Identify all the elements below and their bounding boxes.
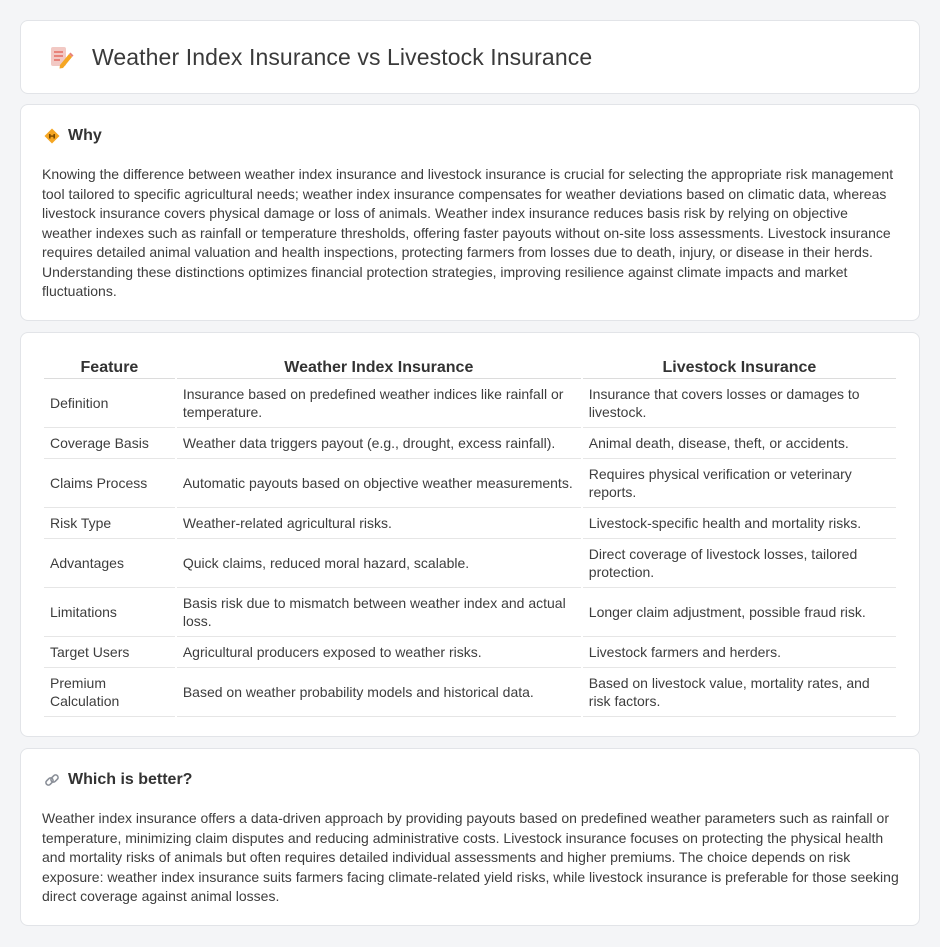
why-text: Knowing the difference between weather index insurance and livestock insurance is crucial for selecting the appropriate risk management tool tailored to specific agricultural needs; weather index insurance compensates for weather deviations based on climatic data, whereas livestock insurance covers physical damage or loss of animals. Weather index insurance reduces basis risk by relying on objective weather indexes such as rainfall or temperature thresholds, offering faster payouts without on-site loss assessments. Livestock insurance requires detailed animal valuation and health inspections, protecting farmers from losses due to death, injury, or disease in their herds. Understanding these distinctions optimizes financial protection strategies, improving resilience against climate impacts and market fluctuations. bbox=[42, 166, 894, 299]
row-weather-value: Quick claims, reduced moral hazard, scalable. bbox=[177, 539, 581, 588]
row-feature: Risk Type bbox=[44, 508, 175, 539]
header-feature: Feature bbox=[44, 353, 175, 379]
which-is-better-section bbox=[20, 748, 920, 926]
page-title: Weather Index Insurance vs Livestock Insurance bbox=[92, 43, 593, 70]
row-weather-value: Automatic payouts based on objective weather measurements. bbox=[177, 459, 581, 508]
row-feature: Premium Calculation bbox=[44, 668, 175, 717]
row-weather-value: Based on weather probability models and historical data. bbox=[177, 668, 581, 717]
row-weather-value: Agricultural producers exposed to weather risks. bbox=[177, 637, 581, 668]
row-weather-value: Weather data triggers payout (e.g., drought, excess rainfall). bbox=[177, 428, 581, 459]
which-is-better-text: Weather index insurance offers a data-driven approach by providing payouts based on predefined weather parameters such as rainfall or temperature, minimizing claim disputes and reducing administrative costs. Livestock insurance focuses on protecting the physical health and mortality risks of animals but often requires detailed individual assessments and higher premiums. The choice depends on risk exposure: weather index insurance suits farmers facing climate-related yield risks, while livestock insurance is preferable for those seeking direct coverage against animal losses. bbox=[42, 810, 899, 904]
table-row bbox=[44, 539, 896, 588]
row-livestock-value: Animal death, disease, theft, or accidents. bbox=[583, 428, 896, 459]
row-feature: Advantages bbox=[44, 539, 175, 588]
row-livestock-value: Insurance that covers losses or damages to livestock. bbox=[583, 379, 896, 428]
row-livestock-value: Based on livestock value, mortality rates, and risk factors. bbox=[583, 668, 896, 717]
diamond-sign-icon bbox=[44, 128, 60, 144]
row-livestock-value: Livestock-specific health and mortality risks. bbox=[583, 508, 896, 539]
row-feature: Coverage Basis bbox=[44, 428, 175, 459]
row-feature: Claims Process bbox=[44, 459, 175, 508]
row-livestock-value: Longer claim adjustment, possible fraud risk. bbox=[583, 588, 896, 637]
which-is-better-title: Which is better? bbox=[68, 771, 193, 788]
table-row bbox=[44, 508, 896, 539]
row-feature: Target Users bbox=[44, 637, 175, 668]
row-feature: Definition bbox=[44, 379, 175, 428]
table-row bbox=[44, 428, 896, 459]
table-header-row bbox=[44, 353, 896, 379]
table-row bbox=[44, 668, 896, 717]
header-weather-index: Weather Index Insurance bbox=[177, 353, 581, 379]
row-livestock-value: Requires physical verification or veterinary reports. bbox=[583, 459, 896, 508]
table-row bbox=[44, 637, 896, 668]
header-livestock: Livestock Insurance bbox=[583, 353, 896, 379]
comparison-section bbox=[20, 332, 920, 737]
document-edit-icon bbox=[46, 43, 74, 71]
table-row bbox=[44, 379, 896, 428]
why-section bbox=[20, 104, 920, 321]
table-row bbox=[44, 459, 896, 508]
row-feature: Limitations bbox=[44, 588, 175, 637]
link-icon bbox=[44, 772, 60, 788]
header-card bbox=[20, 20, 920, 94]
row-weather-value: Basis risk due to mismatch between weather index and actual loss. bbox=[177, 588, 581, 637]
row-weather-value: Insurance based on predefined weather indices like rainfall or temperature. bbox=[177, 379, 581, 428]
row-livestock-value: Direct coverage of livestock losses, tailored protection. bbox=[583, 539, 896, 588]
row-livestock-value: Livestock farmers and herders. bbox=[583, 637, 896, 668]
row-weather-value: Weather-related agricultural risks. bbox=[177, 508, 581, 539]
why-title: Why bbox=[68, 127, 102, 144]
table-row bbox=[44, 588, 896, 637]
comparison-table bbox=[42, 353, 898, 717]
